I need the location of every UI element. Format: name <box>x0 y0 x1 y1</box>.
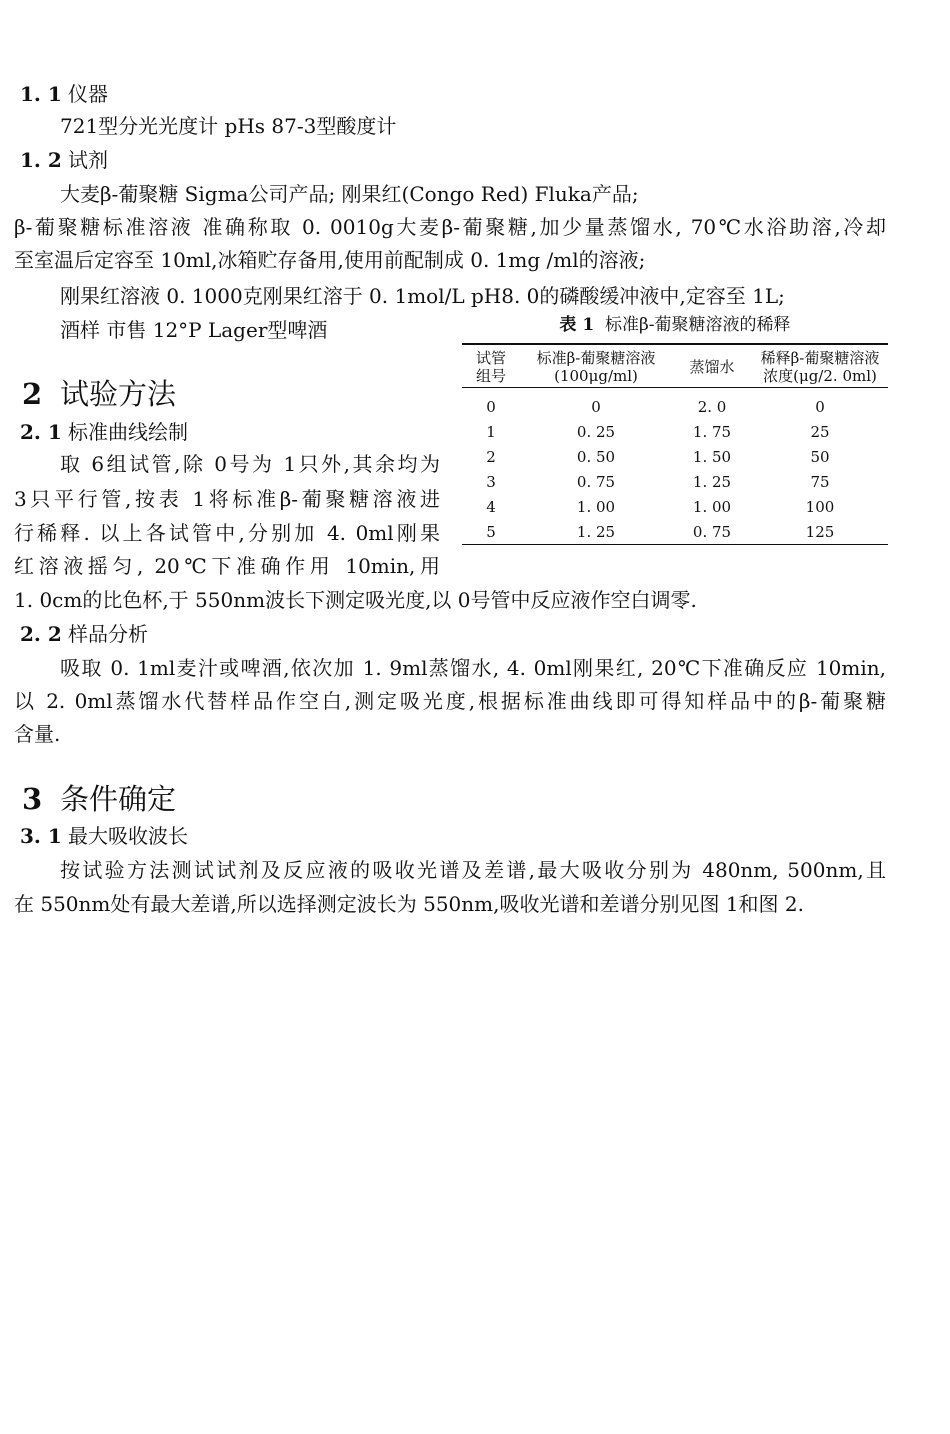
sample-line-3: 含量. <box>14 722 61 746</box>
subsection-number: 1. 1 <box>20 82 62 106</box>
reagent-line-2: β-葡聚糖标准溶液 准确称取 0. 0010g大麦β-葡聚糖,加少量蒸馏水, 70℃水浴助溶,冷却 <box>14 215 886 239</box>
wavelength-line-1: 按试验方法测试试剂及反应液的吸收光谱及差谱,最大吸收分别为 480nm, 500nm,且 <box>60 858 886 882</box>
reagent-line-5: 酒样 市售 12°P Lager型啤酒 <box>60 318 328 342</box>
section-title: 试验方法 <box>60 377 177 411</box>
table-caption <box>462 313 888 337</box>
method-line-5: 1. 0cm的比色杯,于 550nm波长下测定吸光度,以 0号管中反应液作空白调零. <box>14 588 697 612</box>
section-number: 3 <box>22 782 43 816</box>
reagent-line-3: 至室温后定容至 10ml,冰箱贮存备用,使用前配制成 0. 1mg /ml的溶液; <box>14 248 646 272</box>
subsection-title: 仪器 <box>68 82 108 106</box>
method-line-3: 行稀释. 以上各试管中,分别加 4. 0ml刚果 <box>14 521 440 545</box>
instrument-line: 721型分光光度计 pHs 87-3型酸度计 <box>60 114 397 138</box>
table-row: 3 0. 75 1. 25 75 <box>486 472 830 491</box>
subsection-heading-1-2 <box>20 146 108 174</box>
table-row: 4 1. 00 1. 00 100 <box>486 497 835 516</box>
subsection-heading-2-2 <box>20 620 148 648</box>
table-header-row <box>462 344 888 388</box>
section-heading-2 <box>22 376 176 412</box>
subsection-title: 样品分析 <box>68 622 148 646</box>
dilution-table <box>462 343 888 545</box>
method-line-1: 取 6组试管,除 0号为 1只外,其余均为 <box>60 452 440 476</box>
header-diluted-concentration: 稀释β-葡聚糖溶液 浓度(μg/2. 0ml) <box>760 349 880 385</box>
method-line-2: 3只平行管,按表 1将标准β-葡聚糖溶液进 <box>14 487 440 511</box>
method-line-4: 红溶液摇匀, 20℃下准确作用 10min,用 <box>14 554 440 578</box>
header-distilled-water: 蒸馏水 <box>689 358 735 376</box>
subsection-heading-1-1 <box>20 80 108 108</box>
table-row: 1 0. 25 1. 75 25 <box>486 422 830 441</box>
table-row: 0 0 2. 0 0 <box>486 397 825 416</box>
header-standard-solution: 标准β-葡聚糖溶液 (100μg/ml) <box>536 349 656 385</box>
subsection-number: 2. 1 <box>20 420 62 444</box>
wavelength-line-2: 在 550nm处有最大差谱,所以选择测定波长为 550nm,吸收光谱和差谱分别见图 1和图 2. <box>14 892 804 916</box>
reagent-line-1: 大麦β-葡聚糖 Sigma公司产品; 刚果红(Congo Red) Fluka产品; <box>60 182 639 206</box>
table-row: 5 1. 25 0. 75 125 <box>462 519 888 545</box>
table-row: 2 0. 50 1. 50 50 <box>486 447 830 466</box>
sample-line-2: 以 2. 0ml蒸馏水代替样品作空白,测定吸光度,根据标准曲线即可得知样品中的β-葡聚糖 <box>14 689 886 713</box>
subsection-title: 试剂 <box>68 148 108 172</box>
subsection-heading-2-1 <box>20 418 188 446</box>
subsection-title: 标准曲线绘制 <box>68 420 188 444</box>
sample-line-1: 吸取 0. 1ml麦汁或啤酒,依次加 1. 9ml蒸馏水, 4. 0ml刚果红, 20℃下准确反应 10min, <box>60 656 886 680</box>
reagent-line-4: 刚果红溶液 0. 1000克刚果红溶于 0. 1mol/L pH8. 0的磷酸缓冲液中,定容至 1L; <box>60 284 785 308</box>
section-title: 条件确定 <box>60 782 177 816</box>
subsection-number: 3. 1 <box>20 824 62 848</box>
header-tube-group: 试管 组号 <box>475 349 506 385</box>
subsection-title: 最大吸收波长 <box>68 824 188 848</box>
section-heading-3 <box>22 781 176 817</box>
subsection-heading-3-1 <box>20 822 188 850</box>
subsection-number: 1. 2 <box>20 148 62 172</box>
section-number: 2 <box>22 377 43 411</box>
table-caption-prefix: 表 1 <box>559 315 595 335</box>
table-caption-title: 标准β-葡聚糖溶液的稀释 <box>604 315 791 335</box>
subsection-number: 2. 2 <box>20 622 62 646</box>
